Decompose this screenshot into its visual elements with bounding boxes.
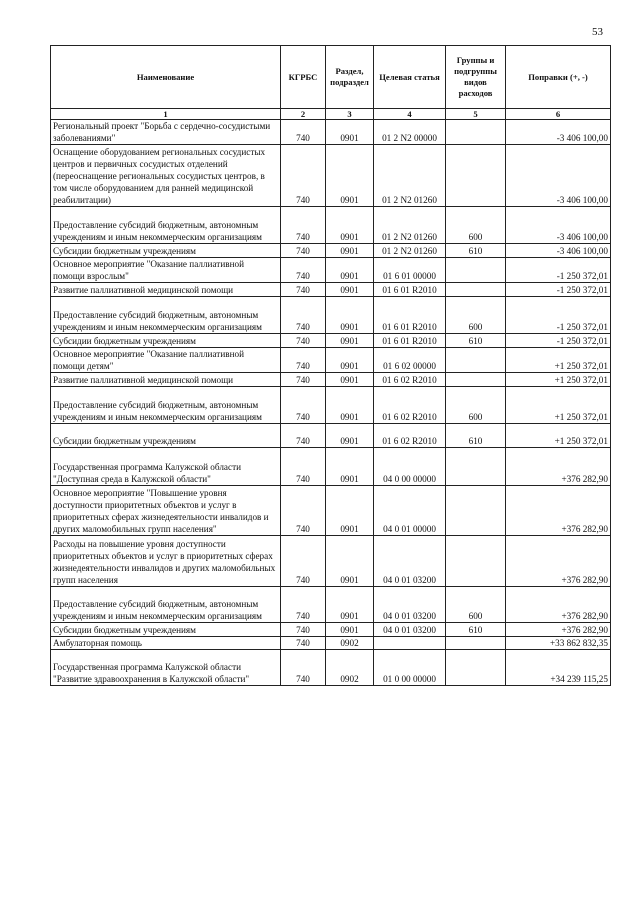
table-row (51, 258, 611, 283)
table-row (51, 623, 611, 637)
cell-target: 04 0 01 03200 (374, 536, 446, 587)
cell-section: 0901 (326, 244, 374, 258)
cell-section: 0901 (326, 587, 374, 623)
cell-name: Предоставление субсидий бюджетным, автономным учреждениям и иным некоммерческим организациям (51, 297, 281, 334)
cell-amount: -1 250 372,01 (506, 334, 611, 348)
cell-name: Развитие паллиативной медицинской помощи (51, 373, 281, 387)
cell-amount: +1 250 372,01 (506, 373, 611, 387)
cell-section: 0901 (326, 297, 374, 334)
header-section: Раздел, подраздел (326, 46, 374, 109)
cell-group: 610 (446, 244, 506, 258)
cell-group (446, 145, 506, 207)
cell-amount: +33 862 832,35 (506, 637, 611, 650)
cell-group: 600 (446, 387, 506, 424)
cell-kgrbs: 740 (281, 587, 326, 623)
cell-section: 0901 (326, 120, 374, 145)
cell-section: 0901 (326, 536, 374, 587)
cell-target: 01 6 02 R2010 (374, 387, 446, 424)
cell-target (374, 637, 446, 650)
cell-name: Расходы на повышение уровня доступности приоритетных объектов и услуг в приоритетных сферах жизнедеятельности инвалидов и других маломобильных групп населения (51, 536, 281, 587)
cell-kgrbs: 740 (281, 145, 326, 207)
table-row (51, 348, 611, 373)
cell-section: 0901 (326, 623, 374, 637)
cell-amount: -3 406 100,00 (506, 207, 611, 244)
cell-amount: -1 250 372,01 (506, 297, 611, 334)
cell-section: 0901 (326, 373, 374, 387)
cell-name: Предоставление субсидий бюджетным, автономным учреждениям и иным некоммерческим организациям (51, 207, 281, 244)
cell-kgrbs: 740 (281, 536, 326, 587)
cell-kgrbs: 740 (281, 297, 326, 334)
cell-kgrbs: 740 (281, 244, 326, 258)
column-number-row (51, 109, 611, 120)
cell-name: Амбулаторная помощь (51, 637, 281, 650)
cell-section: 0901 (326, 424, 374, 448)
table-row (51, 486, 611, 536)
table-row (51, 297, 611, 334)
cell-amount: -3 406 100,00 (506, 120, 611, 145)
cell-target: 01 2 N2 00000 (374, 120, 446, 145)
table-row (51, 120, 611, 145)
cell-group: 600 (446, 207, 506, 244)
table-row (51, 373, 611, 387)
cell-name: Субсидии бюджетным учреждениям (51, 244, 281, 258)
cell-name: Государственная программа Калужской области "Развитие здравоохранения в Калужской области" (51, 650, 281, 686)
table-row (51, 587, 611, 623)
column-number: 3 (326, 109, 374, 120)
page-number: 53 (592, 26, 603, 38)
cell-section: 0901 (326, 283, 374, 297)
cell-amount: -1 250 372,01 (506, 283, 611, 297)
cell-target: 01 6 02 R2010 (374, 424, 446, 448)
cell-kgrbs: 740 (281, 486, 326, 536)
cell-section: 0901 (326, 448, 374, 486)
header-amount: Поправки (+, -) (506, 46, 611, 109)
cell-name: Предоставление субсидий бюджетным, автономным учреждениям и иным некоммерческим организациям (51, 587, 281, 623)
cell-amount: +1 250 372,01 (506, 348, 611, 373)
cell-name: Развитие паллиативной медицинской помощи (51, 283, 281, 297)
cell-section: 0902 (326, 650, 374, 686)
cell-section: 0901 (326, 486, 374, 536)
cell-kgrbs: 740 (281, 373, 326, 387)
cell-group (446, 283, 506, 297)
cell-kgrbs: 740 (281, 334, 326, 348)
column-number: 4 (374, 109, 446, 120)
cell-section: 0901 (326, 207, 374, 244)
cell-amount: -3 406 100,00 (506, 244, 611, 258)
cell-target: 01 2 N2 01260 (374, 207, 446, 244)
header-group: Группы и подгруппы видов расходов (446, 46, 506, 109)
cell-name: Оснащение оборудованием региональных сосудистых центров и первичных сосудистых отделений (переоснащение региональных сосудистых центров, в том числе оборудованием для ранней медицинской реабилитации) (51, 145, 281, 207)
cell-amount: -1 250 372,01 (506, 258, 611, 283)
cell-group (446, 650, 506, 686)
cell-section: 0901 (326, 258, 374, 283)
table-row (51, 536, 611, 587)
header-name: Наименование (51, 46, 281, 109)
cell-target: 01 6 01 R2010 (374, 283, 446, 297)
cell-section: 0901 (326, 334, 374, 348)
table-row (51, 145, 611, 207)
cell-kgrbs: 740 (281, 623, 326, 637)
cell-group (446, 348, 506, 373)
cell-kgrbs: 740 (281, 650, 326, 686)
table-row (51, 387, 611, 424)
cell-amount: +376 282,90 (506, 587, 611, 623)
cell-target: 01 6 01 00000 (374, 258, 446, 283)
cell-amount: +376 282,90 (506, 536, 611, 587)
cell-target: 01 6 02 00000 (374, 348, 446, 373)
table-row (51, 207, 611, 244)
cell-name: Предоставление субсидий бюджетным, автономным учреждениям и иным некоммерческим организациям (51, 387, 281, 424)
column-number: 2 (281, 109, 326, 120)
cell-target: 01 6 01 R2010 (374, 334, 446, 348)
table-row (51, 283, 611, 297)
cell-section: 0902 (326, 637, 374, 650)
cell-name: Основное мероприятие "Повышение уровня доступности приоритетных объектов и услуг в приоритетных сферах жизнедеятельности инвалидов и других маломобильных групп населения" (51, 486, 281, 536)
cell-target: 01 2 N2 01260 (374, 145, 446, 207)
cell-amount: +34 239 115,25 (506, 650, 611, 686)
cell-target: 01 0 00 00000 (374, 650, 446, 686)
cell-kgrbs: 740 (281, 283, 326, 297)
cell-target: 01 6 01 R2010 (374, 297, 446, 334)
cell-group: 610 (446, 334, 506, 348)
header-target: Целевая статья (374, 46, 446, 109)
cell-target: 04 0 00 00000 (374, 448, 446, 486)
column-number: 6 (506, 109, 611, 120)
cell-target: 04 0 01 03200 (374, 623, 446, 637)
cell-kgrbs: 740 (281, 348, 326, 373)
cell-kgrbs: 740 (281, 448, 326, 486)
cell-name: Государственная программа Калужской области "Доступная среда в Калужской области" (51, 448, 281, 486)
cell-kgrbs: 740 (281, 120, 326, 145)
budget-amendments-table (50, 45, 611, 686)
cell-target: 04 0 01 00000 (374, 486, 446, 536)
cell-amount: +1 250 372,01 (506, 387, 611, 424)
cell-target: 04 0 01 03200 (374, 587, 446, 623)
cell-name: Основное мероприятие "Оказание паллиативной помощи взрослым" (51, 258, 281, 283)
cell-section: 0901 (326, 145, 374, 207)
cell-target: 01 2 N2 01260 (374, 244, 446, 258)
cell-name: Субсидии бюджетным учреждениям (51, 623, 281, 637)
cell-group (446, 486, 506, 536)
cell-kgrbs: 740 (281, 258, 326, 283)
table-row (51, 424, 611, 448)
cell-group (446, 637, 506, 650)
cell-name: Основное мероприятие "Оказание паллиативной помощи детям" (51, 348, 281, 373)
cell-name: Субсидии бюджетным учреждениям (51, 424, 281, 448)
cell-section: 0901 (326, 387, 374, 424)
table-header-row (51, 46, 611, 109)
cell-amount: +376 282,90 (506, 448, 611, 486)
cell-name: Субсидии бюджетным учреждениям (51, 334, 281, 348)
cell-group: 600 (446, 587, 506, 623)
table-body (51, 120, 611, 686)
cell-kgrbs: 740 (281, 424, 326, 448)
column-number: 5 (446, 109, 506, 120)
cell-amount: +1 250 372,01 (506, 424, 611, 448)
cell-kgrbs: 740 (281, 387, 326, 424)
cell-group (446, 120, 506, 145)
column-number: 1 (51, 109, 281, 120)
cell-amount: +376 282,90 (506, 623, 611, 637)
cell-amount: -3 406 100,00 (506, 145, 611, 207)
cell-group (446, 258, 506, 283)
header-kgrbs: КГРБС (281, 46, 326, 109)
cell-name: Региональный проект "Борьба с сердечно-сосудистыми заболеваниями" (51, 120, 281, 145)
cell-section: 0901 (326, 348, 374, 373)
table-row (51, 650, 611, 686)
cell-group: 600 (446, 297, 506, 334)
cell-kgrbs: 740 (281, 637, 326, 650)
table-row (51, 448, 611, 486)
cell-group (446, 448, 506, 486)
cell-amount: +376 282,90 (506, 486, 611, 536)
table-row (51, 244, 611, 258)
table-row (51, 334, 611, 348)
table-row (51, 637, 611, 650)
cell-kgrbs: 740 (281, 207, 326, 244)
cell-group: 610 (446, 424, 506, 448)
cell-group (446, 536, 506, 587)
cell-group: 610 (446, 623, 506, 637)
cell-group (446, 373, 506, 387)
cell-target: 01 6 02 R2010 (374, 373, 446, 387)
